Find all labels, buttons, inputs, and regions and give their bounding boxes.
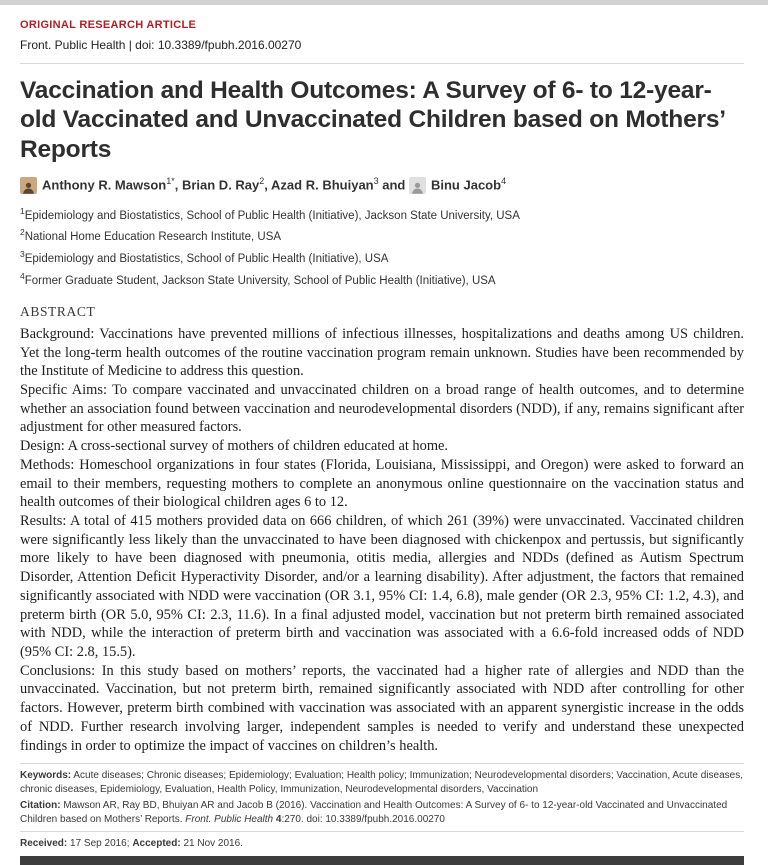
affiliation-num: 2: [20, 227, 25, 238]
citation-line: [20, 799, 744, 826]
author-avatar[interactable]: [20, 177, 37, 194]
keywords-line: [20, 769, 744, 796]
affiliation-text: Epidemiology and Biostatistics, School of Public Health (Initiative), USA: [24, 252, 389, 265]
abstract-paragraph: Conclusions: In this study based on mothers’ reports, the vaccinated had a higher rate of allergies and NDD than the unvaccinated. Vaccination, but not preterm birth, remained significantly associated with NDD after controlling for other factors. However, preterm birth combined with vaccination was associated with an apparent synergistic increase in the odds of NDD. Further research involving larger, independent samples is needed to verify and understand these unexpected findings in order to optimize the impact of vaccines on children’s health.: [20, 662, 744, 754]
author-sup: 4: [501, 176, 507, 187]
affiliation-item: [20, 246, 744, 268]
accepted-value: 21 Nov 2016.: [180, 838, 243, 850]
author-separator: ,: [174, 177, 182, 193]
dates-line: [20, 837, 744, 851]
header-divider: [20, 63, 744, 64]
affiliation-num: 4: [20, 270, 25, 281]
received-value: 17 Sep 2016;: [67, 838, 133, 850]
affiliation-num: 1: [20, 205, 25, 216]
author-separator: and: [378, 177, 409, 193]
affiliation-num: 3: [20, 249, 25, 260]
article-content: [0, 5, 768, 865]
affiliation-item: [20, 203, 744, 225]
abstract-paragraph: Specific Aims: To compare vaccinated and unvaccinated children on a broad range of health outcomes, and to determine whether an association found between vaccination and neurodevelopmental disorders (NDD), if any, remains significant after adjustment for other measured factors.: [20, 381, 744, 436]
received-label: Received:: [20, 838, 68, 850]
author-name[interactable]: Azad R. Bhuiyan: [271, 177, 374, 193]
article-type-label: ORIGINAL RESEARCH ARTICLE: [20, 19, 197, 31]
affiliation-item: [20, 268, 744, 290]
author-avatar[interactable]: [409, 177, 426, 194]
citation-label: Citation:: [20, 800, 61, 812]
person-icon: [21, 180, 36, 194]
person-icon: [410, 180, 425, 194]
author-name[interactable]: Brian D. Ray: [181, 177, 260, 193]
author-sup: 2: [259, 176, 265, 187]
journal-doi-line: Front. Public Health | doi: 10.3389/fpubh.2016.00270: [20, 38, 302, 52]
affiliation-text: Epidemiology and Biostatistics, School of Public Health (Initiative), Jackson State University, USA: [24, 209, 520, 222]
abstract-paragraph: Background: Vaccinations have prevented millions of infectious illnesses, hospitalizations and deaths among US children. Yet the long-term health outcomes of the routine vaccination program remain unknown. Studies have been recommended by the Institute of Medicine to address this question.: [20, 325, 744, 380]
abstract-paragraph: Design: A cross-sectional survey of mothers of children educated at home.: [20, 438, 449, 455]
author-separator: ,: [264, 177, 272, 193]
article-title: Vaccination and Health Outcomes: A Survey of 6- to 12-year-old Vaccinated and Unvaccinated Children based on Mothers’ Reports: [20, 77, 725, 163]
footer-divider: [20, 763, 744, 764]
keywords-text: Acute diseases; Chronic diseases; Epidemiology; Evaluation; Health policy; Immunization; Neurodevelopmental disorders; Vaccination, Acute diseases, chronic diseases, Epidemiology, Evaluation, Health Policy, Immunization, Neurodevelopmental disorders, Vaccination: [20, 770, 743, 795]
article-footer: [20, 763, 744, 865]
accepted-label: Accepted:: [132, 838, 181, 850]
affiliation-item: [20, 224, 744, 246]
citation-text: Mawson AR, Ray BD, Bhuiyan AR and Jacob B (2016). Vaccination and Health Outcomes: A Survey of 6- to 12-year-old Vaccinated and Unvaccinated Children based on Mothers’ Reports.: [20, 800, 728, 825]
citation-journal: Front. Public Health: [185, 813, 274, 825]
citation-doi: :270. doi: 10.3389/fpubh.2016.00270: [281, 813, 445, 825]
author-name[interactable]: Anthony R. Mawson: [42, 177, 167, 193]
keywords-label: Keywords:: [20, 770, 72, 782]
author-name[interactable]: Binu Jacob: [430, 177, 502, 193]
author-sup: 3: [373, 176, 379, 187]
abstract-paragraph: Results: A total of 415 mothers provided data on 666 children, of which 261 (39%) were unvaccinated. Vaccinated children were significantly less likely than the unvaccinated to have been diagnosed with chickenpox and pertussis, but significantly more likely to have been diagnosed with pneumonia, otitis media, allergies and NDDs (defined as Autism Spectrum Disorder, Attention Deficit Hyperactivity Disorder, and/or a learning disability). After adjustment, the factors that remained significantly associated with NDD were vaccination (OR 3.1, 95% CI: 1.4, 6.8), male gender (OR 2.3, 95% CI: 1.2, 4.3), and preterm birth (OR 5.0, 95% CI: 2.3, 11.6). In a final adjusted model, vaccination but not preterm birth remained associated with NDD, while the interaction of preterm birth and vaccination was associated with a 6.6-fold increased odds of NDD (95% CI: 2.8, 15.5).: [20, 513, 744, 661]
affiliation-text: Former Graduate Student, Jackson State University, School of Public Health (Initiative), USA: [24, 274, 496, 287]
abstract-body: [20, 325, 744, 756]
affiliation-text: National Home Education Research Institute, USA: [24, 231, 282, 244]
bottom-section-bar: [20, 856, 744, 865]
citation-volume: 4: [273, 813, 282, 825]
abstract-heading: ABSTRACT: [20, 303, 96, 319]
author-list: [20, 176, 744, 193]
abstract-paragraph: Methods: Homeschool organizations in four states (Florida, Louisiana, Mississippi, and Oregon) were asked to forward an email to their members, requesting mothers to complete an anonymous online questionnaire on the vaccination status and health outcomes of their biological children ages 6 to 12.: [20, 456, 744, 511]
affiliation-list: [20, 203, 744, 290]
footer-divider: [20, 831, 744, 832]
author-sup: 1*: [166, 176, 175, 187]
